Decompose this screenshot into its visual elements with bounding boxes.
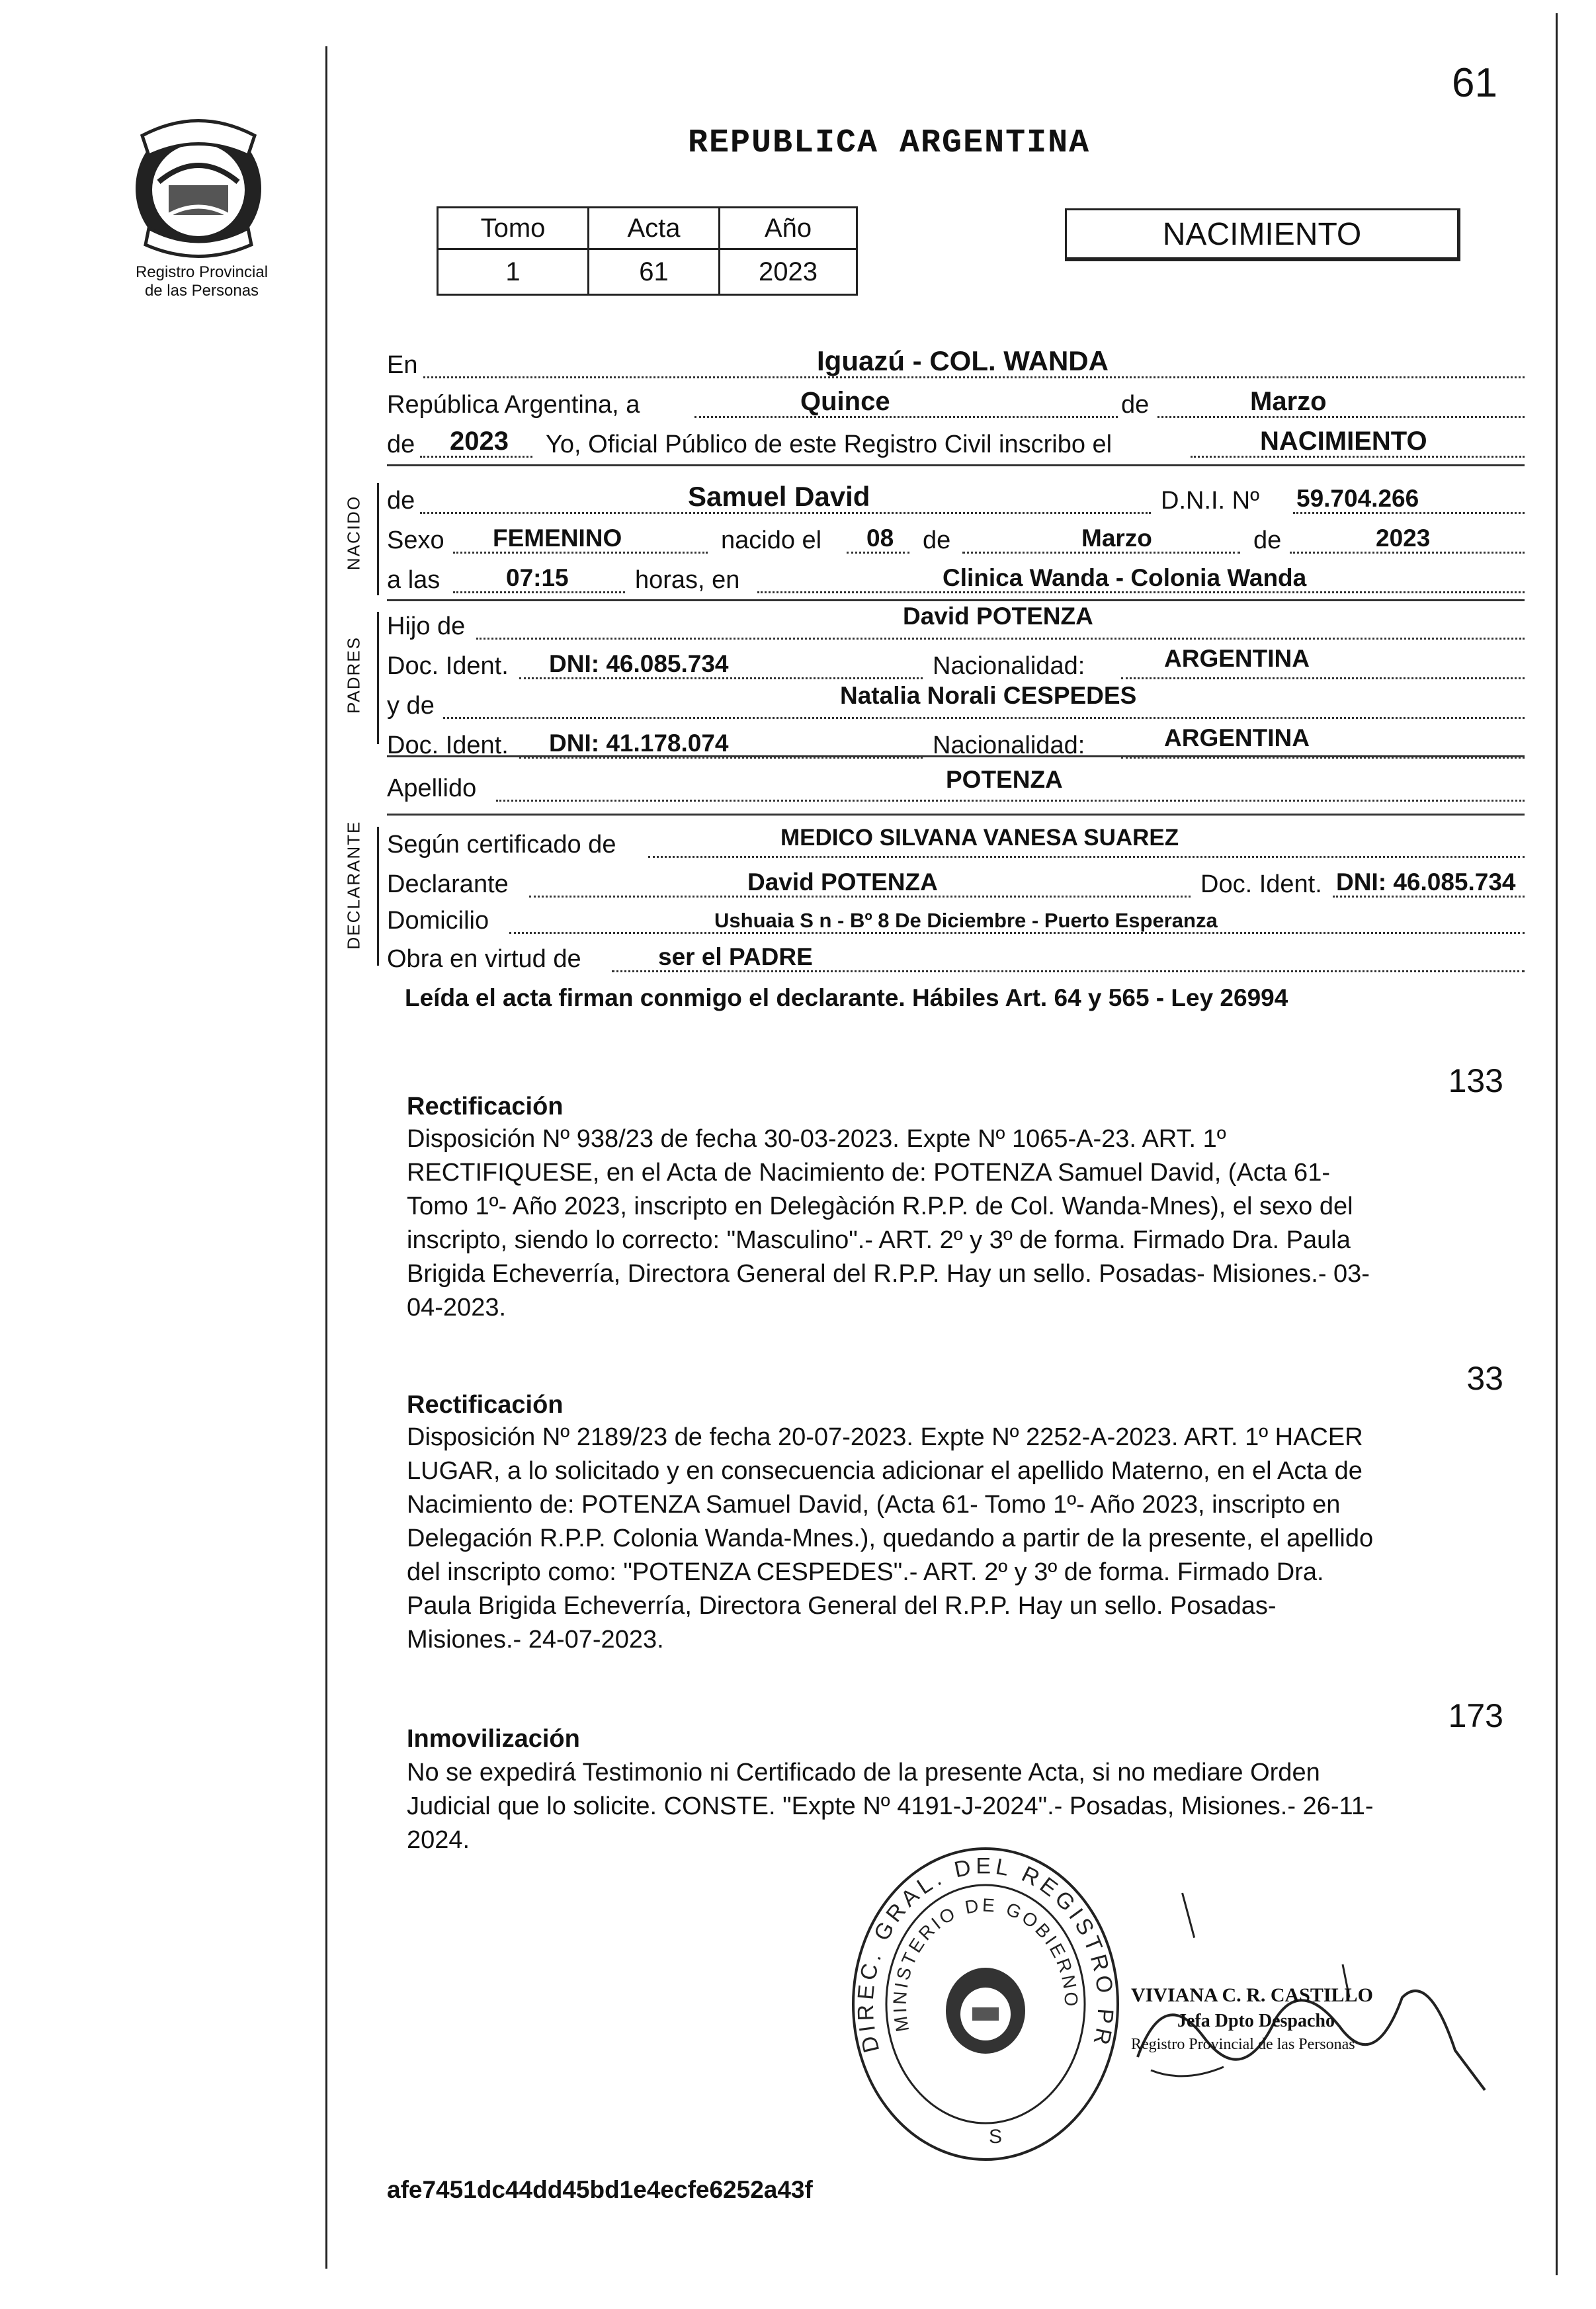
label-de2: de [387, 431, 415, 458]
value-anio: 2023 [450, 427, 509, 456]
dotted-line [443, 717, 1525, 719]
stamp-outer-text: DIREC. GRAL. DEL REGISTRO PR [853, 1853, 1118, 2056]
note-title: Inmovilización [407, 1725, 580, 1753]
record-table-header: Año [720, 208, 857, 249]
value-padre: David POTENZA [903, 603, 1093, 630]
record-table-header: Tomo [438, 208, 589, 249]
record-table [437, 206, 858, 296]
dotted-line [648, 856, 1525, 858]
label-segun: Según certificado de [387, 831, 616, 859]
document-hash: afe7451dc44dd45bd1e4ecfe6252a43f [387, 2176, 813, 2203]
label-apellido: Apellido [387, 775, 477, 802]
label-hijo-de: Hijo de [387, 612, 466, 640]
value-doc-madre: DNI: 41.178.074 [549, 730, 729, 757]
note-line: Delegación R.P.P. Colonia Wanda-Mnes.), quedando a partir de la presente, el apellido [407, 1525, 1374, 1552]
value-nac-madre: ARGENTINA [1164, 724, 1310, 751]
record-table-cell: 61 [589, 249, 720, 295]
row-obra [387, 938, 1525, 975]
official-seal-icon [840, 1832, 1131, 2163]
label-en: En [387, 351, 418, 379]
value-hora: 07:15 [506, 564, 569, 591]
note-line: Brigida Echeverría, Directora General del R.P.P. Hay un sello. Posadas- Misiones.- 03- [407, 1260, 1370, 1288]
record-table-cell: 1 [438, 249, 589, 295]
row-sexo [387, 519, 1525, 556]
row-hora [387, 559, 1525, 596]
label-doc-ident: Doc. Ident. [387, 652, 509, 680]
section-rule [387, 814, 1525, 816]
pen-mark [1181, 1892, 1199, 1938]
record-type-box [1065, 208, 1460, 261]
page-number: 61 [1452, 60, 1497, 106]
note-line: No se expedirá Testimonio ni Certificado de la presente Acta, si no mediare Orden [407, 1759, 1320, 1786]
label-de-mes: de [923, 526, 951, 554]
left-margin-line [325, 46, 327, 2269]
note-title: Rectificación [407, 1093, 564, 1120]
value-madre: Natalia Norali CESPEDES [840, 682, 1137, 709]
note-body [407, 1421, 1518, 1657]
section-label-declarante: DECLARANTE [343, 820, 364, 950]
value-doc-padre: DNI: 46.085.734 [549, 650, 729, 677]
value-nombre: Samuel David [688, 481, 870, 512]
row-declarante [387, 863, 1525, 900]
note-line: RECTIFIQUESE, en el Acta de Nacimiento de: POTENZA Samuel David, (Acta 61- [407, 1159, 1330, 1187]
stamp-bottom-text: S [989, 2126, 1003, 2148]
label-y-de: y de [387, 692, 435, 720]
value-obra: ser el PADRE [658, 943, 813, 970]
label-horas-en: horas, en [635, 566, 740, 594]
record-table-header: Acta [589, 208, 720, 249]
label-dni: D.N.I. Nº [1161, 487, 1259, 515]
value-anio-nac: 2023 [1376, 525, 1431, 552]
dotted-line [476, 638, 1525, 640]
note-line: 2024. [407, 1826, 470, 1854]
registry-name-line1: Registro Provincial [135, 263, 269, 281]
dotted-line [496, 800, 1525, 802]
row-fecha [387, 384, 1525, 421]
document-title: REPUBLICA ARGENTINA [688, 124, 1091, 162]
row-nombre [387, 480, 1525, 517]
record-type: NACIMIENTO [1162, 217, 1362, 252]
label-nombre-de: de [387, 487, 415, 515]
note-line: Paula Brigida Echeverría, Directora General del R.P.P. Hay un sello. Posadas- [407, 1592, 1277, 1620]
note-line: Nacimiento de: POTENZA Samuel David, (Acta 61- Tomo 1º- Año 2023, inscripto en [407, 1491, 1341, 1519]
label-a-las: a las [387, 566, 441, 594]
label-de: de [1121, 391, 1150, 419]
row-doc-padre [387, 645, 1525, 682]
row-madre [387, 682, 1525, 722]
section-rule [387, 755, 1525, 757]
value-certificado: MEDICO SILVANA VANESA SUAREZ [780, 825, 1179, 851]
value-dia-nac: 08 [866, 525, 894, 552]
misiones-coat-of-arms-icon [122, 109, 274, 261]
signatory-name: VIVIANA C. R. CASTILLO [1131, 1984, 1373, 2006]
section-rule [387, 464, 1525, 466]
official-stamp [840, 1832, 1131, 2163]
record-table-cell: 2023 [720, 249, 857, 295]
note-body [407, 1122, 1518, 1325]
dotted-line [1157, 416, 1525, 418]
note-line: inscripto, siendo lo correcto: "Masculino".- ART. 2º y 3º de forma. Firmado Dra. Paula [407, 1226, 1351, 1254]
label-doc-ident-decl: Doc. Ident. [1200, 870, 1322, 898]
value-declarante: David POTENZA [747, 868, 938, 896]
row-certificado [387, 823, 1525, 861]
value-nac-padre: ARGENTINA [1164, 645, 1310, 672]
label-doc-ident: Doc. Ident. [387, 732, 509, 759]
value-dni: 59.704.266 [1296, 485, 1419, 512]
section-rule [387, 599, 1525, 601]
label-republica: República Argentina, a [387, 391, 640, 419]
row-domicilio [387, 900, 1525, 937]
value-domicilio: Ushuaia S n - Bº 8 De Diciembre - Puerto Esperanza [714, 909, 1218, 932]
label-declarante: Declarante [387, 870, 509, 898]
note-line: Judicial que lo solicite. CONSTE. "Expte Nº 4191-J-2024".- Posadas, Misiones.- 26-11- [407, 1792, 1374, 1820]
value-dia: Quince [800, 387, 890, 416]
dotted-line [694, 416, 1118, 418]
section-label-nacido: NACIDO [343, 495, 364, 571]
row-apellido [387, 767, 1525, 804]
label-nacido-el: nacido el [721, 526, 822, 554]
note-line: Disposición Nº 938/23 de fecha 30-03-2023. Expte Nº 1065-A-23. ART. 1º [407, 1125, 1226, 1153]
value-mes-nac: Marzo [1081, 525, 1152, 552]
value-mes: Marzo [1250, 387, 1327, 416]
note-line: Tomo 1º- Año 2023, inscripto en Delegàción R.P.P. de Col. Wanda-Mnes), el sexo del [407, 1193, 1353, 1220]
stamp-inner-text: MINISTERIO DE GOBIERNO [889, 1894, 1082, 2034]
note-number: 173 [1448, 1697, 1503, 1734]
section-bar-nacido [377, 483, 379, 595]
note-title: Rectificación [407, 1391, 564, 1419]
note-line: Disposición Nº 2189/23 de fecha 20-07-2023. Expte Nº 2252-A-2023. ART. 1º HACER [407, 1423, 1363, 1451]
row-padre [387, 605, 1525, 642]
value-acto: NACIMIENTO [1260, 427, 1427, 456]
value-sexo: FEMENINO [493, 525, 622, 552]
value-lugar: Iguazú - COL. WANDA [817, 345, 1109, 376]
note-line: 04-2023. [407, 1294, 507, 1322]
row-inscripcion [387, 423, 1525, 460]
value-apellido: POTENZA [946, 766, 1063, 793]
section-bar-declarante [377, 827, 379, 966]
value-lugar-nac: Clinica Wanda - Colonia Wanda [943, 564, 1307, 591]
row-lugar [387, 344, 1525, 381]
signature-block [1124, 1958, 1495, 2097]
closing-line: Leída el acta firman conmigo el declarante. Hábiles Art. 64 y 565 - Ley 26994 [405, 984, 1288, 1011]
label-nacionalidad: Nacionalidad: [933, 652, 1085, 680]
label-yo-oficial: Yo, Oficial Público de este Registro Civil inscribo el [546, 431, 1113, 458]
note-number: 33 [1466, 1360, 1503, 1397]
label-obra: Obra en virtud de [387, 945, 581, 973]
value-doc-declarante: DNI: 46.085.734 [1336, 868, 1516, 896]
note-line: Misiones.- 24-07-2023. [407, 1626, 664, 1654]
section-bar-padres [377, 612, 379, 744]
label-sexo: Sexo [387, 526, 444, 554]
note-line: LUGAR, a lo solicitado y en consecuencia adicionar el apellido Materno, en el Acta de [407, 1457, 1363, 1485]
label-nacionalidad: Nacionalidad: [933, 732, 1085, 759]
signatory-role: Jefa Dpto Despacho [1177, 2011, 1335, 2031]
dotted-line [1121, 677, 1525, 679]
label-de-anio: de [1253, 526, 1282, 554]
signatory-office: Registro Provincial de las Personas [1131, 2036, 1355, 2053]
registry-name-line2: de las Personas [144, 282, 259, 300]
section-label-padres: PADRES [343, 636, 364, 714]
right-margin-line [1556, 13, 1558, 2275]
note-number: 133 [1448, 1062, 1503, 1099]
province-logo [122, 109, 274, 261]
label-domicilio: Domicilio [387, 907, 489, 935]
note-line: del inscripto como: "POTENZA CESPEDES".- ART. 2º y 3º de forma. Firmado Dra. [407, 1558, 1324, 1586]
